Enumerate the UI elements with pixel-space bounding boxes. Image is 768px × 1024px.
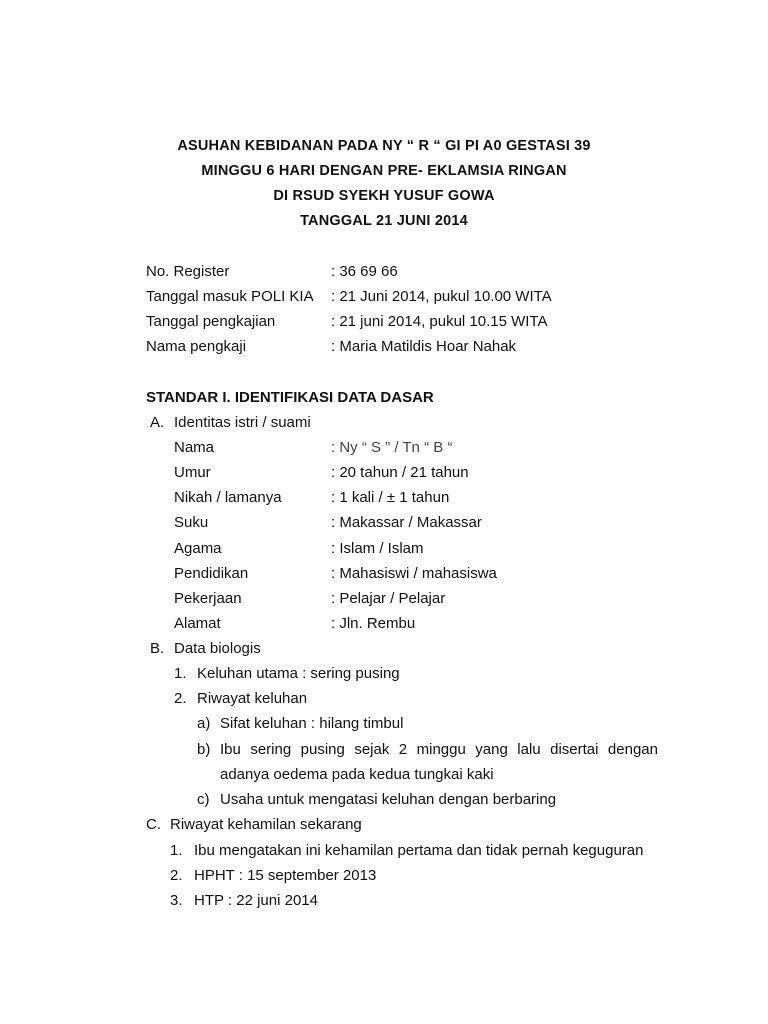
- identity-label: Nikah / lamanya: [174, 489, 282, 506]
- keluhan-detail-line-1: Ibu sering pusing sejak 2 minggu yang lalu disertai dengan: [220, 741, 658, 758]
- identity-value: : Mahasiswi / mahasiswa: [331, 565, 497, 582]
- keluhan-detail-line-2: adanya oedema pada kedua tungkai kaki: [220, 766, 494, 783]
- field-value: : Maria Matildis Hoar Nahak: [331, 338, 517, 355]
- field-label: No. Register: [146, 263, 230, 280]
- list-marker: a): [197, 715, 211, 732]
- section-c-marker: C.: [146, 816, 161, 833]
- identity-label: Pekerjaan: [174, 590, 242, 607]
- usaha-mengatasi: Usaha untuk mengatasi keluhan dengan berbaring: [220, 791, 557, 808]
- list-marker: 1.: [174, 665, 187, 682]
- document-title-line-2: MINGGU 6 HARI DENGAN PRE- EKLAMSIA RINGAN: [201, 163, 567, 179]
- identity-label: Agama: [174, 540, 222, 557]
- kehamilan-item: Ibu mengatakan ini kehamilan pertama dan tidak pernah keguguran: [194, 842, 644, 859]
- identity-value: : 20 tahun / 21 tahun: [331, 464, 469, 481]
- field-label: Nama pengkaji: [146, 338, 247, 355]
- identity-label: Alamat: [174, 615, 221, 632]
- riwayat-keluhan: Riwayat keluhan: [197, 690, 308, 707]
- list-marker: 1.: [170, 842, 183, 859]
- section-a-marker: A.: [150, 414, 165, 431]
- section-c-title: Riwayat kehamilan sekarang: [170, 816, 362, 833]
- section-a-title: Identitas istri / suami: [174, 414, 311, 431]
- field-value: : 21 juni 2014, pukul 10.15 WITA: [331, 313, 548, 330]
- identity-value: : Makassar / Makassar: [331, 514, 482, 531]
- section-b-marker: B.: [150, 640, 165, 657]
- htp-item: HTP : 22 juni 2014: [194, 892, 318, 909]
- field-value: : 36 69 66: [331, 263, 398, 280]
- list-marker: c): [197, 791, 210, 808]
- hpht-item: HPHT : 15 september 2013: [194, 867, 377, 884]
- list-marker: 2.: [170, 867, 183, 884]
- field-label: Tanggal pengkajian: [146, 313, 276, 330]
- section-b-title: Data biologis: [174, 640, 261, 657]
- document-title-line-1: ASUHAN KEBIDANAN PADA NY “ R “ GI PI A0 GESTASI 39: [177, 138, 591, 154]
- section-title: STANDAR I. IDENTIFIKASI DATA DASAR: [146, 389, 434, 406]
- identity-label: Suku: [174, 514, 209, 531]
- identity-label: Umur: [174, 464, 211, 481]
- identity-value: : Ny “ S ” / Tn “ B “: [331, 439, 453, 456]
- list-marker: 2.: [174, 690, 187, 707]
- identity-value: : Pelajar / Pelajar: [331, 590, 446, 607]
- list-marker: b): [197, 741, 211, 758]
- keluhan-utama: Keluhan utama : sering pusing: [197, 665, 400, 682]
- document-title-line-3: DI RSUD SYEKH YUSUF GOWA: [273, 188, 495, 204]
- document-title-line-4: TANGGAL 21 JUNI 2014: [300, 213, 468, 229]
- identity-value: : Jln. Rembu: [331, 615, 416, 632]
- identity-label: Nama: [174, 439, 215, 456]
- identity-value: : 1 kali / ± 1 tahun: [331, 489, 450, 506]
- field-value: : 21 Juni 2014, pukul 10.00 WITA: [331, 288, 552, 305]
- identity-label: Pendidikan: [174, 565, 249, 582]
- list-marker: 3.: [170, 892, 183, 909]
- field-label: Tanggal masuk POLI KIA: [146, 288, 314, 305]
- identity-value: : Islam / Islam: [331, 540, 424, 557]
- sifat-keluhan: Sifat keluhan : hilang timbul: [220, 715, 404, 732]
